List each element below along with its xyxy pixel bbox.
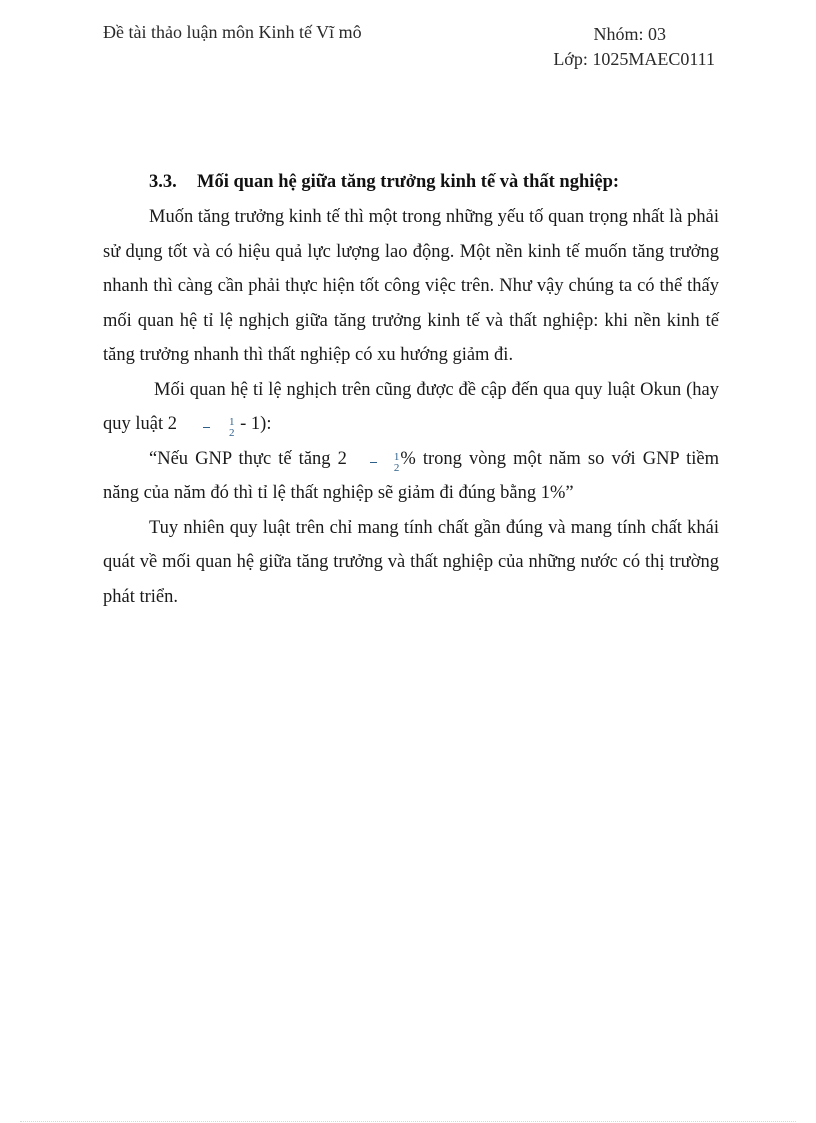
paragraph-conclusion: Tuy nhiên quy luật trên chỉ mang tính chất gần đúng và mang tính chất khái quát về mối quan hệ giữa tăng trưởng và thất nghiệp của những nước có thị trường phát triển. [103,517,719,607]
section-number: 3.3. [149,172,177,192]
okun-law-text: Mối quan hệ tỉ lệ nghịch trên cũng được đề cập đến qua quy luật Okun (hay quy luật 2 [103,379,719,434]
group-number: Nhóm: 03 [593,24,666,44]
page-bottom-rule [20,1121,796,1122]
body-text [103,200,719,614]
fraction-numerator: 1 [393,450,400,463]
section-heading [149,172,619,193]
fraction-denominator: 2 [229,427,235,439]
fraction-denominator: 2 [393,461,400,474]
header-info [553,22,715,72]
fraction-one-half-quote [348,452,400,473]
quote-text-start: “Nếu GNP thực tế tăng 2 [149,448,347,469]
section-title: Mối quan hệ giữa tăng trưởng kinh tế và thất nghiệp: [197,172,620,192]
class-code: Lớp: 1025MAEC0111 [553,49,715,69]
paragraph-quote [103,442,719,511]
fraction-one-half [178,417,235,438]
course-title: Đề tài thảo luận môn Kinh tế Vĩ mô [103,22,362,42]
okun-law-suffix: - 1): [235,414,272,434]
paragraph-intro: Muốn tăng trưởng kinh tế thì một trong những yếu tố quan trọng nhất là phải sử dụng tốt và có hiệu quả lực lượng lao động. Một nền kinh tế muốn tăng trưởng nhanh thì càng cần phải thực hiện tốt công việc trên. Như vậy chúng ta có thể thấy mối quan hệ tỉ lệ nghịch giữa tăng trưởng kinh tế và thất nghiệp: khi nền kinh tế tăng trưởng nhanh thì thất nghiệp có xu hướng giảm đi. [103,207,719,365]
fraction-numerator: 1 [229,416,235,428]
quote-text-end: % trong vòng một năm so với GNP tiềm năng của năm đó thì tỉ lệ thất nghiệp sẽ giảm đi đúng bằng 1%” [103,448,719,503]
paragraph-okun-law [103,373,719,442]
